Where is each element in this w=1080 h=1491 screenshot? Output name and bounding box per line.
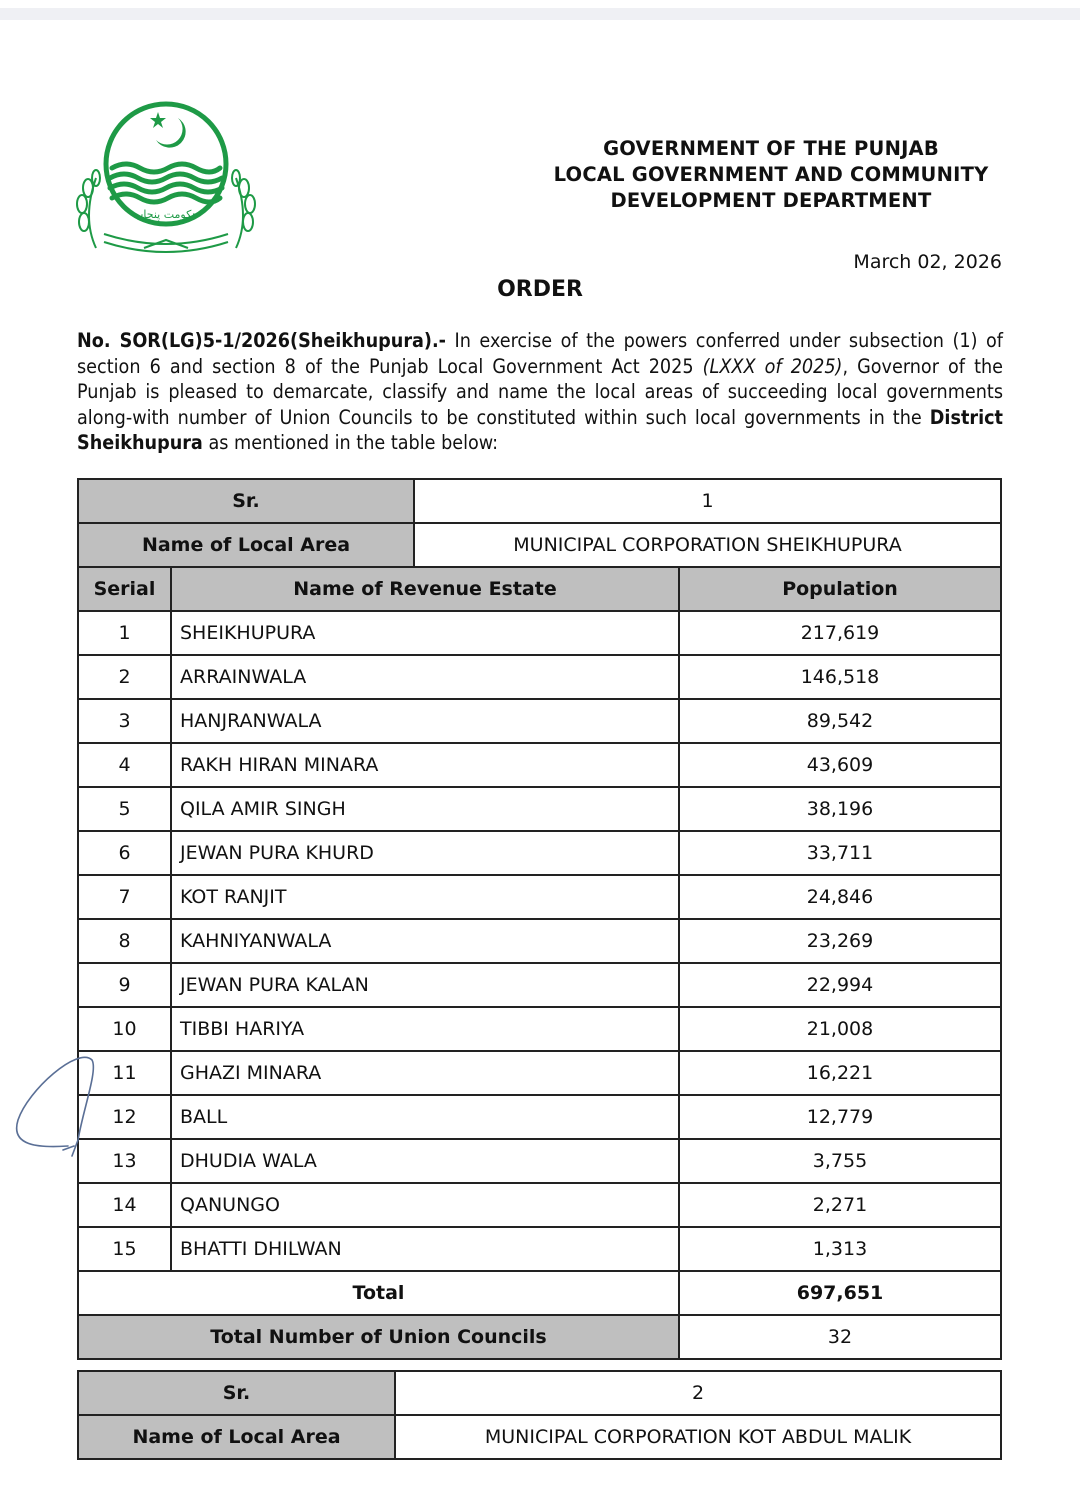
row-serial: 8 (78, 919, 171, 963)
table-row (78, 743, 1001, 787)
row-serial: 2 (78, 655, 171, 699)
column-header-population: Population (679, 567, 1001, 611)
handwritten-signature-mark (8, 1050, 108, 1170)
table-row (78, 1227, 1001, 1271)
row-serial: 4 (78, 743, 171, 787)
order-reference-number: No. SOR(LG)5-1/2026(Sheikhupura).- (77, 329, 446, 352)
sr-row (78, 1371, 1001, 1415)
header-line-3: DEVELOPMENT DEPARTMENT (610, 189, 932, 212)
union-councils-row (78, 1315, 1001, 1359)
paragraph-text-3: as mentioned in the table below: (202, 431, 499, 454)
revenue-estates-table (77, 566, 1002, 1360)
order-paragraph (77, 328, 1003, 456)
row-serial: 10 (78, 1007, 171, 1051)
sr-value: 2 (395, 1371, 1001, 1415)
local-area-label: Name of Local Area (78, 1415, 395, 1459)
row-population: 89,542 (679, 699, 1001, 743)
local-area-value: MUNICIPAL CORPORATION SHEIKHUPURA (414, 523, 1001, 567)
row-estate-name: KOT RANJIT (171, 875, 679, 919)
table-row (78, 963, 1001, 1007)
local-area-label: Name of Local Area (78, 523, 414, 567)
row-population: 22,994 (679, 963, 1001, 1007)
row-population: 146,518 (679, 655, 1001, 699)
paragraph-text-2: , Governor of the Punjab is pleased to demarcate, classify and name the local areas of succeeding local governments along-with number of Union Councils to be constituted within such local governments in the (77, 354, 1003, 429)
row-population: 33,711 (679, 831, 1001, 875)
row-serial: 7 (78, 875, 171, 919)
local-area-row (78, 523, 1001, 567)
sr-label: Sr. (78, 1371, 395, 1415)
viewer-top-bar (0, 8, 1080, 20)
row-estate-name: SHEIKHUPURA (171, 611, 679, 655)
row-serial: 12 (78, 1095, 171, 1139)
local-area-value: MUNICIPAL CORPORATION KOT ABDUL MALIK (395, 1415, 1001, 1459)
paragraph-text-1: In exercise of the powers conferred under subsection (1) of section 6 and section 8 of the Punjab Local Government Act 2025 (77, 329, 1003, 378)
sr-label: Sr. (78, 479, 414, 523)
local-area-1-header-table (77, 478, 1002, 568)
table-row (78, 875, 1001, 919)
total-population: 697,651 (679, 1271, 1001, 1315)
row-serial: 3 (78, 699, 171, 743)
row-population: 1,313 (679, 1227, 1001, 1271)
row-population: 12,779 (679, 1095, 1001, 1139)
row-estate-name: RAKH HIRAN MINARA (171, 743, 679, 787)
order-title: ORDER (497, 277, 583, 302)
row-serial: 1 (78, 611, 171, 655)
header-line-2: LOCAL GOVERNMENT AND COMMUNITY (553, 163, 989, 186)
sr-row (78, 479, 1001, 523)
row-serial: 6 (78, 831, 171, 875)
row-estate-name: QANUNGO (171, 1183, 679, 1227)
row-population: 24,846 (679, 875, 1001, 919)
row-estate-name: JEWAN PURA KHURD (171, 831, 679, 875)
row-estate-name: ARRAINWALA (171, 655, 679, 699)
column-header-serial: Serial (78, 567, 171, 611)
table-row (78, 1183, 1001, 1227)
table-row (78, 611, 1001, 655)
row-estate-name: KAHNIYANWALA (171, 919, 679, 963)
row-serial: 9 (78, 963, 171, 1007)
row-population: 21,008 (679, 1007, 1001, 1051)
column-header-estate: Name of Revenue Estate (171, 567, 679, 611)
union-councils-label: Total Number of Union Councils (78, 1315, 679, 1359)
order-date: March 02, 2026 (853, 251, 1002, 273)
table-header-row (78, 567, 1001, 611)
punjab-emblem-logo (74, 98, 258, 258)
table-row (78, 1007, 1001, 1051)
act-reference: (LXXX of 2025) (702, 354, 843, 378)
row-estate-name: DHUDIA WALA (171, 1139, 679, 1183)
union-councils-value: 32 (679, 1315, 1001, 1359)
local-area-2-header-table (77, 1370, 1002, 1460)
row-serial: 13 (78, 1139, 171, 1183)
row-population: 2,271 (679, 1183, 1001, 1227)
row-estate-name: BALL (171, 1095, 679, 1139)
table-row (78, 919, 1001, 963)
row-population: 23,269 (679, 919, 1001, 963)
row-estate-name: GHAZI MINARA (171, 1051, 679, 1095)
row-serial: 5 (78, 787, 171, 831)
row-serial: 11 (78, 1051, 171, 1095)
row-population: 16,221 (679, 1051, 1001, 1095)
table-row (78, 787, 1001, 831)
header-line-1: GOVERNMENT OF THE PUNJAB (603, 137, 939, 160)
row-population: 38,196 (679, 787, 1001, 831)
total-label: Total (78, 1271, 679, 1315)
row-estate-name: BHATTI DHILWAN (171, 1227, 679, 1271)
district-name: District Sheikhupura (77, 405, 1003, 454)
row-estate-name: HANJRANWALA (171, 699, 679, 743)
department-header (540, 136, 1002, 214)
row-serial: 14 (78, 1183, 171, 1227)
table-row (78, 831, 1001, 875)
table-row (78, 1139, 1001, 1183)
row-population: 217,619 (679, 611, 1001, 655)
table-row (78, 655, 1001, 699)
local-area-row (78, 1415, 1001, 1459)
total-row (78, 1271, 1001, 1315)
row-population: 3,755 (679, 1139, 1001, 1183)
row-population: 43,609 (679, 743, 1001, 787)
row-serial: 15 (78, 1227, 171, 1271)
row-estate-name: TIBBI HARIYA (171, 1007, 679, 1051)
row-estate-name: JEWAN PURA KALAN (171, 963, 679, 1007)
table-row (78, 699, 1001, 743)
sr-value: 1 (414, 479, 1001, 523)
row-estate-name: QILA AMIR SINGH (171, 787, 679, 831)
table-row (78, 1095, 1001, 1139)
table-row (78, 1051, 1001, 1095)
svg-text:حکومت پنجاب: حکومت پنجاب (133, 208, 199, 221)
